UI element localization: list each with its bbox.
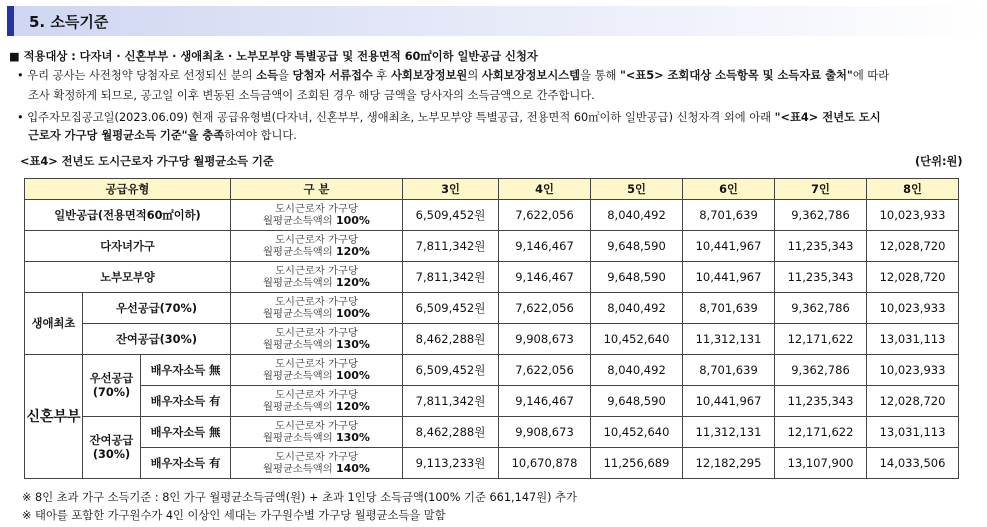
table-row <box>25 417 959 448</box>
criteria-line-2: 월평균소득액의 120% <box>263 276 370 289</box>
value-cell: 9,908,673 <box>499 324 591 355</box>
row-label: 배우자소득 有 <box>141 448 231 479</box>
value-cell: 6,509,452원 <box>403 200 499 231</box>
group-newlyweds: 신혼부부 <box>25 355 83 479</box>
value-cell: 8,040,492 <box>591 200 683 231</box>
text-span: • 입주자모집공고일(2023.06.09) 현재 공급유형별(다자녀, 신혼부부, 생애최초, 노부모부양 특별공급, 전용면적 60㎡이하 일반공급) 신청자격 외에 아래 <box>17 111 775 124</box>
value-cell: 7,811,342원 <box>403 386 499 417</box>
value-cell: 9,648,590 <box>591 231 683 262</box>
value-cell: 12,171,622 <box>775 417 867 448</box>
criteria-line-2: 월평균소득액의 100% <box>263 369 370 382</box>
row-label: 배우자소득 無 <box>141 355 231 386</box>
criteria-line-1: 도시근로자 가구당 <box>275 389 358 401</box>
header-7p: 7인 <box>775 179 867 200</box>
value-cell: 14,033,506 <box>867 448 959 479</box>
criteria-percent: 140% <box>335 462 370 475</box>
value-cell: 7,622,056 <box>499 293 591 324</box>
criteria-line-2: 월평균소득액의 100% <box>263 214 370 227</box>
criteria-percent: 120% <box>335 276 370 289</box>
value-cell: 10,023,933 <box>867 355 959 386</box>
section-header <box>7 6 987 36</box>
value-cell: 9,362,786 <box>775 293 867 324</box>
value-cell: 9,146,467 <box>499 231 591 262</box>
value-cell: 10,441,967 <box>683 231 775 262</box>
group-newly-priority: 우선공급 (70%) <box>83 355 141 417</box>
criteria-percent: 120% <box>335 400 370 413</box>
footnote-2: ※ 태아를 포함한 가구원수가 4인 이상인 세대는 가구원수별 가구당 월평균소득을 말함 <box>22 509 446 522</box>
value-cell: 13,031,113 <box>867 417 959 448</box>
row-label: 노부모부양 <box>25 262 231 293</box>
value-cell: 8,701,639 <box>683 200 775 231</box>
criteria-percent: 100% <box>335 369 370 382</box>
text-span: 의 <box>467 69 482 82</box>
value-cell: 12,028,720 <box>867 231 959 262</box>
value-cell: 10,441,967 <box>683 386 775 417</box>
value-cell: 8,040,492 <box>591 293 683 324</box>
text-span: 을 통해 <box>580 69 620 82</box>
value-cell: 13,107,900 <box>775 448 867 479</box>
value-cell: 8,462,288원 <box>403 324 499 355</box>
value-cell: 7,811,342원 <box>403 231 499 262</box>
criteria-cell <box>231 324 403 355</box>
header-5p: 5인 <box>591 179 683 200</box>
value-cell: 11,235,343 <box>775 231 867 262</box>
text-span: "<표4> 전년도 도시 <box>774 111 881 124</box>
section-title: 5. 소득기준 <box>29 13 109 31</box>
criteria-percent: 120% <box>335 245 370 258</box>
value-cell: 9,146,467 <box>499 386 591 417</box>
header-3p: 3인 <box>403 179 499 200</box>
income-table <box>24 178 959 479</box>
section-accent-bar <box>7 6 14 36</box>
table-row <box>25 448 959 479</box>
row-label: 배우자소득 無 <box>141 417 231 448</box>
criteria-cell <box>231 448 403 479</box>
value-cell: 12,182,295 <box>683 448 775 479</box>
criteria-line-1: 도시근로자 가구당 <box>275 420 358 432</box>
apply-target-text: 다자녀 · 신혼부부 · 생애최초 · 노부모부양 특별공급 및 전용면적 60㎡이하 일반공급 신청자 <box>79 50 538 63</box>
paragraph-1-line-2: 조사 확정하게 되므로, 공고일 이후 변동된 소득금액이 조회된 경우 해당 금액을 당사자의 소득금액으로 간주합니다. <box>28 89 595 102</box>
value-cell: 8,040,492 <box>591 355 683 386</box>
value-cell: 10,023,933 <box>867 200 959 231</box>
value-cell: 10,023,933 <box>867 293 959 324</box>
value-cell: 6,509,452원 <box>403 293 499 324</box>
footnote-1: ※ 8인 초과 가구 소득기준 : 8인 가구 월평균소득금액(원) + 초과 1인당 소득금액(100% 기준 661,147원) 추가 <box>22 491 577 504</box>
paragraph-1-line-1 <box>17 68 889 84</box>
value-cell: 11,235,343 <box>775 262 867 293</box>
text-span: 근로자 가구당 월평균소득 기준"을 충족 <box>28 129 225 142</box>
header-supply-type: 공급유형 <box>25 179 231 200</box>
text-span: 하여야 합니다. <box>224 129 297 142</box>
value-cell: 9,362,786 <box>775 200 867 231</box>
text-span: 사회보장정보원 <box>390 69 468 82</box>
criteria-cell <box>231 355 403 386</box>
criteria-line-1: 도시근로자 가구당 <box>275 203 358 215</box>
value-cell: 11,312,131 <box>683 417 775 448</box>
value-cell: 12,171,622 <box>775 324 867 355</box>
header-8p: 8인 <box>867 179 959 200</box>
criteria-line-1: 도시근로자 가구당 <box>275 327 358 339</box>
row-label: 잔여공급(30%) <box>83 324 231 355</box>
criteria-cell <box>231 386 403 417</box>
criteria-line-2: 월평균소득액의 130% <box>263 338 370 351</box>
value-cell: 9,113,233원 <box>403 448 499 479</box>
value-cell: 11,312,131 <box>683 324 775 355</box>
table-row <box>25 386 959 417</box>
table-row <box>25 231 959 262</box>
table-row <box>25 262 959 293</box>
text-span: 소득 <box>256 69 278 82</box>
criteria-line-1: 도시근로자 가구당 <box>275 358 358 370</box>
square-bullet-icon: ■ <box>9 50 20 63</box>
criteria-line-1: 도시근로자 가구당 <box>275 451 358 463</box>
value-cell: 9,362,786 <box>775 355 867 386</box>
row-label: 배우자소득 有 <box>141 386 231 417</box>
criteria-cell <box>231 417 403 448</box>
criteria-line-2: 월평균소득액의 120% <box>263 245 370 258</box>
criteria-line-1: 도시근로자 가구당 <box>275 296 358 308</box>
value-cell: 6,509,452원 <box>403 355 499 386</box>
table-row <box>25 355 959 386</box>
criteria-cell <box>231 200 403 231</box>
text-span: 을 <box>277 69 293 82</box>
criteria-line-2: 월평균소득액의 140% <box>263 462 370 475</box>
row-label: 일반공급(전용면적60㎡이하) <box>25 200 231 231</box>
value-cell: 9,648,590 <box>591 386 683 417</box>
value-cell: 8,462,288원 <box>403 417 499 448</box>
value-cell: 9,146,467 <box>499 262 591 293</box>
value-cell: 11,235,343 <box>775 386 867 417</box>
value-cell: 7,811,342원 <box>403 262 499 293</box>
header-6p: 6인 <box>683 179 775 200</box>
group-first-home: 생애최초 <box>25 293 83 355</box>
text-span: 당첨자 서류접수 <box>292 69 373 82</box>
row-label: 다자녀가구 <box>25 231 231 262</box>
value-cell: 10,670,878 <box>499 448 591 479</box>
criteria-percent: 100% <box>335 307 370 320</box>
text-span: 후 <box>372 69 391 82</box>
table-row <box>25 324 959 355</box>
value-cell: 12,028,720 <box>867 386 959 417</box>
paragraph-2-line-2 <box>28 128 297 144</box>
criteria-cell <box>231 293 403 324</box>
text-span: • 우리 공사는 사전청약 당첨자로 선정되신 분의 <box>17 69 257 82</box>
criteria-cell <box>231 231 403 262</box>
value-cell: 10,441,967 <box>683 262 775 293</box>
criteria-percent: 130% <box>335 338 370 351</box>
value-cell: 9,648,590 <box>591 262 683 293</box>
criteria-cell <box>231 262 403 293</box>
value-cell: 8,701,639 <box>683 355 775 386</box>
criteria-line-1: 도시근로자 가구당 <box>275 234 358 246</box>
value-cell: 7,622,056 <box>499 355 591 386</box>
criteria-percent: 130% <box>335 431 370 444</box>
header-category: 구 분 <box>231 179 403 200</box>
paragraph-2-line-1 <box>17 110 881 126</box>
group-newly-remaining: 잔여공급 (30%) <box>83 417 141 479</box>
value-cell: 9,908,673 <box>499 417 591 448</box>
table-header-row <box>25 179 959 200</box>
apply-target-label: 적용대상 : <box>23 50 80 63</box>
row-label: 우선공급(70%) <box>83 293 231 324</box>
apply-target-line <box>9 49 538 65</box>
criteria-line-2: 월평균소득액의 130% <box>263 431 370 444</box>
criteria-line-1: 도시근로자 가구당 <box>275 265 358 277</box>
table-title: <표4> 전년도 도시근로자 가구당 월평균소득 기준 <box>20 155 274 168</box>
value-cell: 8,701,639 <box>683 293 775 324</box>
header-4p: 4인 <box>499 179 591 200</box>
value-cell: 11,256,689 <box>591 448 683 479</box>
value-cell: 12,028,720 <box>867 262 959 293</box>
table-row <box>25 200 959 231</box>
table-row <box>25 293 959 324</box>
value-cell: 7,622,056 <box>499 200 591 231</box>
value-cell: 10,452,640 <box>591 324 683 355</box>
criteria-percent: 100% <box>335 214 370 227</box>
text-span: "<표5> 조회대상 소득항목 및 소득자료 출처" <box>619 69 853 82</box>
table-unit: (단위:원) <box>915 155 963 168</box>
value-cell: 10,452,640 <box>591 417 683 448</box>
value-cell: 13,031,113 <box>867 324 959 355</box>
criteria-line-2: 월평균소득액의 100% <box>263 307 370 320</box>
criteria-line-2: 월평균소득액의 120% <box>263 400 370 413</box>
text-span: 사회보장정보시스템 <box>481 69 581 82</box>
text-span: 에 따라 <box>852 69 890 82</box>
